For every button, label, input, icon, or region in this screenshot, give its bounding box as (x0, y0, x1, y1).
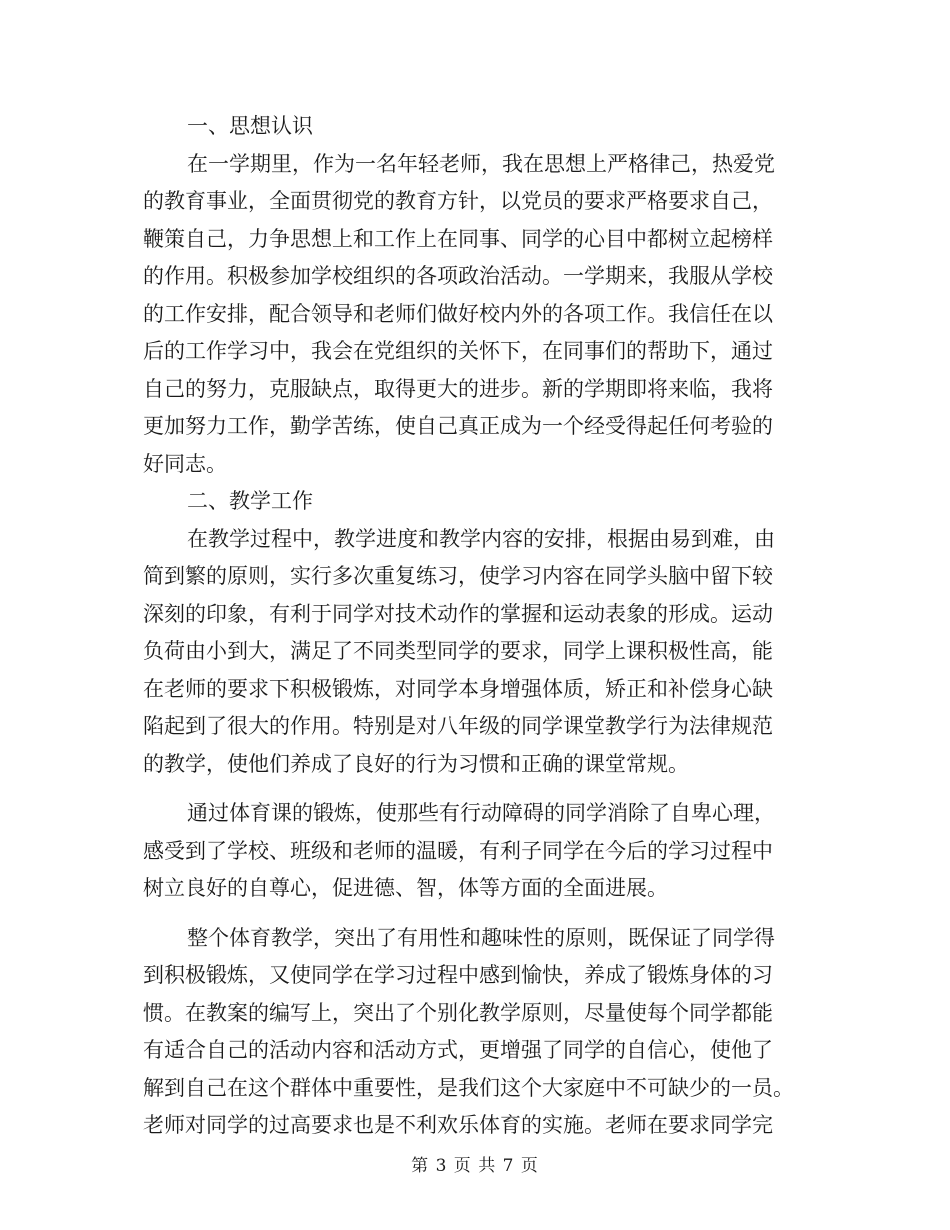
text-line: 鞭策自己，力争思想上和工作上在同事、同学的心目中都树立起榜样 (143, 226, 773, 251)
page-number-footer: 第 3 页 共 7 页 (411, 1156, 539, 1176)
text-line: 的教学，使他们养成了良好的行为习惯和正确的课堂常规。 (143, 751, 689, 776)
text-line: 后的工作学习中，我会在党组织的关怀下，在同事们的帮助下，通过 (143, 339, 773, 363)
paragraph-gap (143, 908, 799, 920)
paragraph (143, 795, 799, 908)
text-line: 老师对同学的过高要求也是不利欢乐体育的实施。老师在要求同学完 (143, 1113, 773, 1137)
text-line: 的作用。积极参加学校组织的各项政治活动。一学期来，我服从学校 (143, 264, 773, 288)
text-line: 在一学期里，作为一名年轻老师，我在思想上严格律己，热爱党 (187, 151, 775, 176)
section-heading: 二、教学工作 (187, 489, 313, 513)
document-body (143, 108, 799, 1145)
text-line: 好同志。 (143, 451, 227, 476)
text-line: 树立良好的自尊心，促进德、智，体等方面的全面进展。 (143, 876, 668, 900)
text-line: 在教学过程中，教学进度和教学内容的安排，根据由易到难，由 (187, 526, 775, 551)
text-line: 的教育事业，全面贯彻党的教育方针，以党员的要求严格要求自己， (143, 189, 773, 213)
text-line: 解到自己在这个群体中重要性，是我们这个大家庭中不可缺少的一员。 (143, 1075, 794, 1100)
paragraph (143, 521, 799, 784)
section-heading: 一、思想认识 (187, 114, 313, 138)
text-line: 陷起到了很大的作用。特别是对八年级的同学课堂教学行为法律规范 (143, 714, 773, 738)
paragraph-gap (143, 783, 799, 795)
text-line: 负荷由小到大，满足了不同类型同学的要求，同学上课积极性高，能 (143, 639, 773, 663)
text-line: 更加努力工作，勤学苦练，使自己真正成为一个经受得起任何考验的 (143, 414, 773, 438)
text-line: 有适合自己的活动内容和活动方式，更增强了同学的自信心，使他了 (143, 1038, 773, 1062)
text-line: 深刻的印象，有利于同学对技术动作的掌握和运动表象的形成。运动 (143, 601, 773, 626)
text-line: 在老师的要求下积极锻炼，对同学本身增强体质，矫正和补偿身心缺 (143, 676, 773, 701)
text-line: 通过体育课的锻炼，使那些有行动障碍的同学消除了自卑心理， (187, 801, 775, 825)
paragraph (143, 920, 799, 1145)
text-line: 的工作安排，配合领导和老师们做好校内外的各项工作。我信任在以 (143, 301, 773, 326)
text-line: 自己的努力，克服缺点，取得更大的进步。新的学期即将来临，我将 (143, 376, 773, 401)
text-line: 感受到了学校、班级和老师的温暖，有利子同学在今后的学习过程中 (143, 838, 773, 863)
text-line: 到积极锻炼，又使同学在学习过程中感到愉快，养成了锻炼身体的习 (143, 963, 773, 987)
text-line: 整个体育教学，突出了有用性和趣味性的原则，既保证了同学得 (187, 925, 775, 950)
text-line: 惯。在教案的编写上，突出了个别化教学原则，尽量使每个同学都能 (143, 1000, 773, 1025)
paragraph (143, 146, 799, 484)
text-line: 简到繁的原则，实行多次重复练习，使学习内容在同学头脑中留下较 (143, 564, 773, 588)
